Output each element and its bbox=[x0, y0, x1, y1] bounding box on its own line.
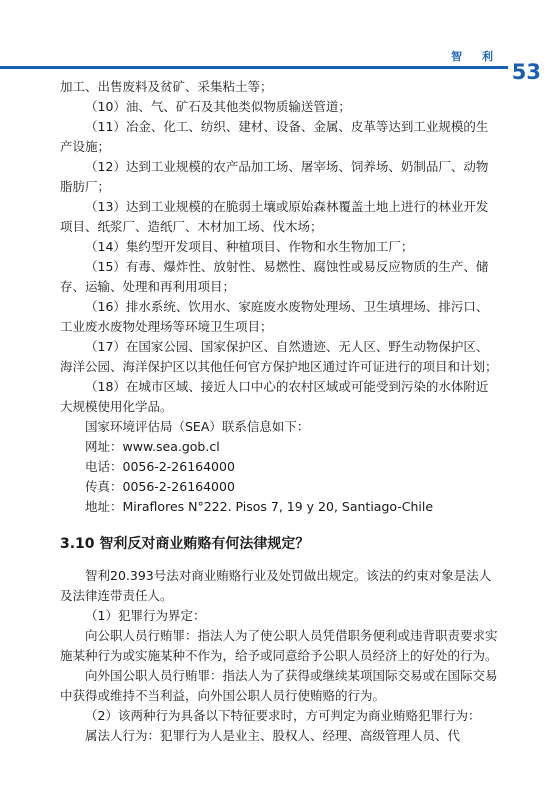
contact-address: 地址：Miraflores N°222. Pisos 7, 19 y 20, Santiago-Chile bbox=[85, 499, 434, 514]
paragraph: 智利20.393号法对商业贿赂行业及处罚做出规定。该法的约束对象是法人及法律连带责任人。 bbox=[60, 568, 492, 603]
list-item: 加工、出售废料及贫矿、采集粘土等； bbox=[60, 79, 273, 94]
header-rule bbox=[0, 66, 508, 69]
paragraph: 属法人行为：犯罪行为人是业主、股权人、经理、高级管理人员、代 bbox=[85, 728, 461, 743]
list-item: （10）油、气、矿石及其他类似物质输送管道； bbox=[85, 99, 351, 114]
paragraph: （1）犯罪行为界定： bbox=[85, 608, 206, 623]
paragraph: 向公职人员行贿罪：指法人为了使公职人员凭借职务便利或违背职责要求实施某种行为或实施某种不作为，给予或同意给予公职人员经济上的好处的行为。 bbox=[60, 628, 498, 663]
list-item: （16）排水系统、饮用水、家庭废水废物处理场、卫生填埋场、排污口、工业废水废物处理场等环境卫生项目； bbox=[60, 299, 489, 334]
list-item: （17）在国家公园、国家保护区、自然遗迹、无人区、野生动物保护区、海洋公园、海洋保护区以其他任何官方保护地区通过许可证进行的项目和计划； bbox=[60, 339, 498, 374]
list-item: （12）达到工业规模的农产品加工场、屠宰场、饲养场、奶制品厂、动物脂肪厂； bbox=[60, 159, 489, 194]
contact-phone: 电话：0056-2-26164000 bbox=[85, 459, 235, 474]
section-title: 3.10 智利反对商业贿赂有何法律规定？ bbox=[60, 536, 310, 552]
paragraph: （2）该两种行为具备以下特征要求时，方可判定为商业贿赂犯罪行为： bbox=[85, 708, 481, 723]
page-content bbox=[60, 77, 500, 746]
header-title: 智 利 bbox=[451, 50, 501, 63]
list-item: （18）在城市区域、接近人口中心的农村区域或可能受到污染的水体附近大规模使用化学品。 bbox=[60, 379, 489, 414]
contact-intro: 国家环境评估局（SEA）联系信息如下： bbox=[85, 419, 310, 434]
list-item: （14）集约型开发项目、种植项目、作物和水生物加工厂； bbox=[85, 239, 414, 254]
list-item: （13）达到工业规模的在脆弱土壤或原始森林覆盖土地上进行的林业开发项目、纸浆厂、造纸厂、木材加工场、伐木场； bbox=[60, 199, 489, 234]
list-item: （15）有毒、爆炸性、放射性、易燃性、腐蚀性或易反应物质的生产、储存、运输、处理和再利用项目； bbox=[60, 259, 489, 294]
contact-website: 网址：www.sea.gob.cl bbox=[85, 439, 220, 454]
paragraph: 向外国公职人员行贿罪：指法人为了获得或继续某项国际交易或在国际交易中获得或维持不当利益，向外国公职人员行使贿赂的行为。 bbox=[60, 668, 498, 703]
page-number: 53 bbox=[511, 60, 541, 84]
list-item: （11）冶金、化工、纺织、建材、设备、金属、皮革等达到工业规模的生产设施； bbox=[60, 119, 489, 154]
contact-fax: 传真：0056-2-26164000 bbox=[85, 479, 235, 494]
